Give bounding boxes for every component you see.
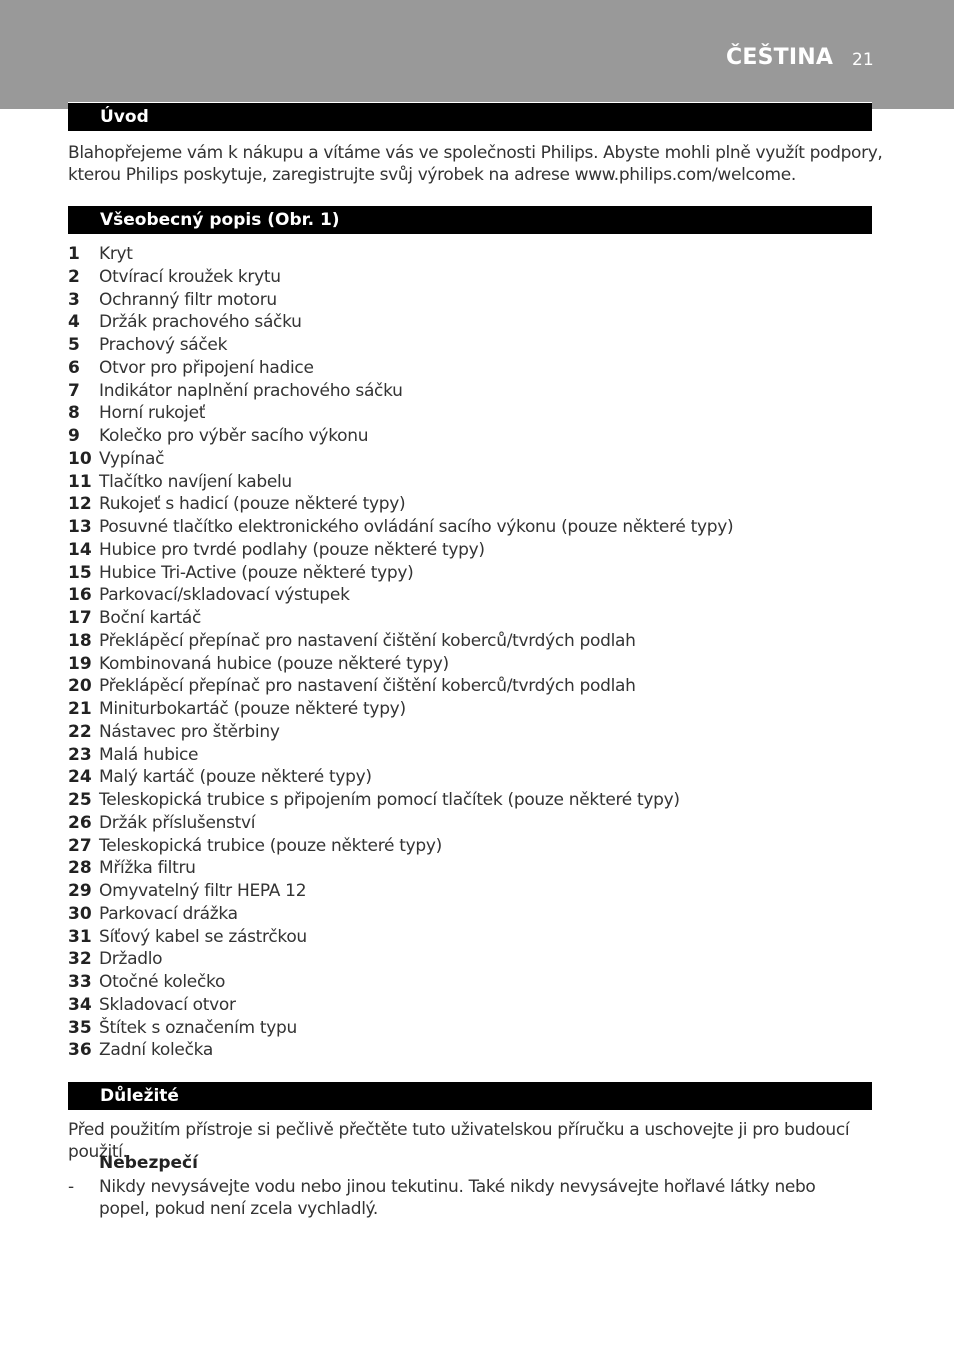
- part-number: 13: [68, 517, 92, 537]
- list-item: [68, 675, 733, 698]
- part-number: 22: [68, 721, 92, 742]
- list-item: [68, 926, 733, 949]
- part-label: Parkovací/skladovací výstupek: [99, 585, 350, 606]
- list-item: [68, 903, 733, 926]
- part-label: Rukojeť s hadicí (pouze některé typy): [99, 494, 406, 515]
- part-label: Překlápěcí přepínač pro nastavení čištění koberců/tvrdých podlah: [99, 676, 636, 697]
- list-item: [68, 425, 733, 448]
- list-item: [68, 607, 733, 630]
- part-label: Otvírací kroužek krytu: [99, 266, 281, 287]
- part-label: Vypínač: [99, 448, 165, 469]
- part-number: 15: [68, 562, 92, 583]
- section-header-intro: Úvod: [68, 102, 872, 131]
- page-number: 21: [852, 50, 874, 70]
- part-number: 3: [68, 289, 80, 310]
- part-number: 34: [68, 994, 92, 1015]
- part-number: 31: [68, 926, 92, 947]
- part-label: Horní rukojeť: [99, 403, 206, 424]
- list-item: [68, 516, 733, 539]
- part-label: Otvor pro připojení hadice: [99, 357, 314, 378]
- part-number: 35: [68, 1017, 92, 1038]
- list-item: [68, 584, 733, 607]
- part-label: Teleskopická trubice s připojením pomocí tlačítek (pouze některé typy): [99, 790, 680, 810]
- part-number: 24: [68, 767, 92, 788]
- part-label: Síťový kabel se zástrčkou: [99, 926, 307, 947]
- language-title: ČEŠTINA: [726, 45, 834, 70]
- part-label: Omyvatelný filtr HEPA 12: [99, 881, 307, 901]
- part-label: Držák příslušenství: [99, 812, 256, 833]
- part-number: 6: [68, 357, 80, 378]
- list-item: [68, 653, 733, 676]
- list-item: [68, 448, 733, 471]
- part-number: 16: [68, 585, 92, 606]
- list-item: [68, 744, 733, 767]
- part-label: Prachový sáček: [99, 335, 228, 355]
- part-number: 20: [68, 676, 92, 697]
- part-label: Otočné kolečko: [99, 972, 226, 992]
- part-number: 21: [68, 699, 92, 719]
- list-item: [68, 289, 733, 312]
- part-number: 30: [68, 903, 92, 924]
- part-label: Hubice Tri-Active (pouze některé typy): [99, 562, 414, 583]
- part-number: 26: [68, 812, 92, 833]
- part-label: Hubice pro tvrdé podlahy (pouze některé typy): [99, 539, 485, 560]
- list-item: [68, 789, 733, 812]
- list-item: [68, 493, 733, 516]
- part-label: Miniturbokartáč (pouze některé typy): [99, 699, 406, 719]
- part-number: 12: [68, 494, 92, 515]
- part-label: Malá hubice: [99, 744, 199, 765]
- part-label: Kolečko pro výběr sacího výkonu: [99, 426, 369, 446]
- section-header-general: Všeobecný popis (Obr. 1): [68, 205, 872, 234]
- list-item: [68, 1017, 733, 1040]
- part-label: Parkovací drážka: [99, 903, 238, 924]
- list-item: [68, 402, 733, 425]
- list-item: [68, 948, 733, 971]
- part-label: Boční kartáč: [99, 608, 202, 628]
- part-number: 5: [68, 335, 80, 355]
- part-number: 19: [68, 653, 92, 674]
- danger-heading: Nebezpečí: [99, 1153, 198, 1173]
- part-label: Nástavec pro štěrbiny: [99, 721, 280, 742]
- list-item: [68, 971, 733, 994]
- important-paragraph: Před použitím přístroje si pečlivě přečtěte tuto uživatelskou příručku a uschovejte ji pro budoucí použití.: [68, 1120, 850, 1162]
- list-item: [68, 471, 733, 494]
- part-label: Kryt: [99, 244, 133, 264]
- part-number: 18: [68, 630, 92, 651]
- part-number: 32: [68, 949, 92, 970]
- part-number: 17: [68, 608, 92, 628]
- part-label: Držák prachového sáčku: [99, 312, 302, 333]
- part-label: Kombinovaná hubice (pouze některé typy): [99, 653, 449, 674]
- part-label: Ochranný filtr motoru: [99, 289, 277, 310]
- list-item: [68, 630, 733, 653]
- part-label: Skladovací otvor: [99, 994, 236, 1015]
- list-item: [68, 721, 733, 744]
- part-label: Mřížka filtru: [99, 858, 196, 879]
- parts-list: [68, 243, 733, 1062]
- list-item: [68, 1039, 733, 1062]
- part-number: 10: [68, 448, 92, 469]
- list-item: [68, 766, 733, 789]
- part-label: Překlápěcí přepínač pro nastavení čištění koberců/tvrdých podlah: [99, 630, 636, 651]
- list-item: [68, 311, 733, 334]
- part-number: 9: [68, 426, 80, 446]
- part-number: 28: [68, 858, 92, 879]
- part-number: 7: [68, 380, 80, 401]
- part-label: Posuvné tlačítko elektronického ovládání sacího výkonu (pouze některé typy): [99, 517, 734, 537]
- list-item: [68, 880, 733, 903]
- danger-warning-text: Nikdy nevysávejte vodu nebo jinou tekutinu. Také nikdy nevysávejte hořlavé látky nebo popel, pokud není zcela vychladlý.: [99, 1177, 816, 1219]
- list-item: [68, 380, 733, 403]
- list-item: [68, 562, 733, 585]
- part-label: Tlačítko navíjení kabelu: [99, 471, 292, 492]
- part-label: Štítek s označením typu: [99, 1017, 297, 1038]
- section-header-important: Důležité: [68, 1081, 872, 1110]
- part-label: Zadní kolečka: [99, 1040, 213, 1061]
- list-item: [68, 357, 733, 380]
- list-item: [68, 994, 733, 1017]
- part-label: Držadlo: [99, 949, 163, 970]
- intro-paragraph: Blahopřejeme vám k nákupu a vítáme vás ve společnosti Philips. Abyste mohli plně využít podpory, kterou Philips poskytuje, zaregistrujte svůj výrobek na adrese www.philips.com/welcome.: [68, 143, 883, 185]
- list-item: [68, 266, 733, 289]
- part-number: 29: [68, 881, 92, 901]
- part-number: 14: [68, 539, 92, 560]
- part-label: Teleskopická trubice (pouze některé typy): [99, 835, 442, 856]
- part-number: 33: [68, 972, 92, 992]
- list-item: [68, 539, 733, 562]
- part-number: 23: [68, 744, 92, 765]
- part-number: 8: [68, 403, 80, 424]
- list-item: [68, 243, 733, 266]
- part-label: Indikátor naplnění prachového sáčku: [99, 380, 403, 401]
- part-number: 25: [68, 790, 92, 810]
- part-number: 36: [68, 1040, 92, 1061]
- part-number: 27: [68, 835, 92, 856]
- part-label: Malý kartáč (pouze některé typy): [99, 767, 372, 788]
- list-item: [68, 835, 733, 858]
- part-number: 1: [68, 244, 80, 264]
- part-number: 4: [68, 312, 80, 333]
- list-item: [68, 812, 733, 835]
- list-item: [68, 857, 733, 880]
- part-number: 11: [68, 471, 92, 492]
- list-dash: -: [68, 1177, 75, 1197]
- list-item: [68, 698, 733, 721]
- list-item: [68, 334, 733, 357]
- part-number: 2: [68, 266, 80, 287]
